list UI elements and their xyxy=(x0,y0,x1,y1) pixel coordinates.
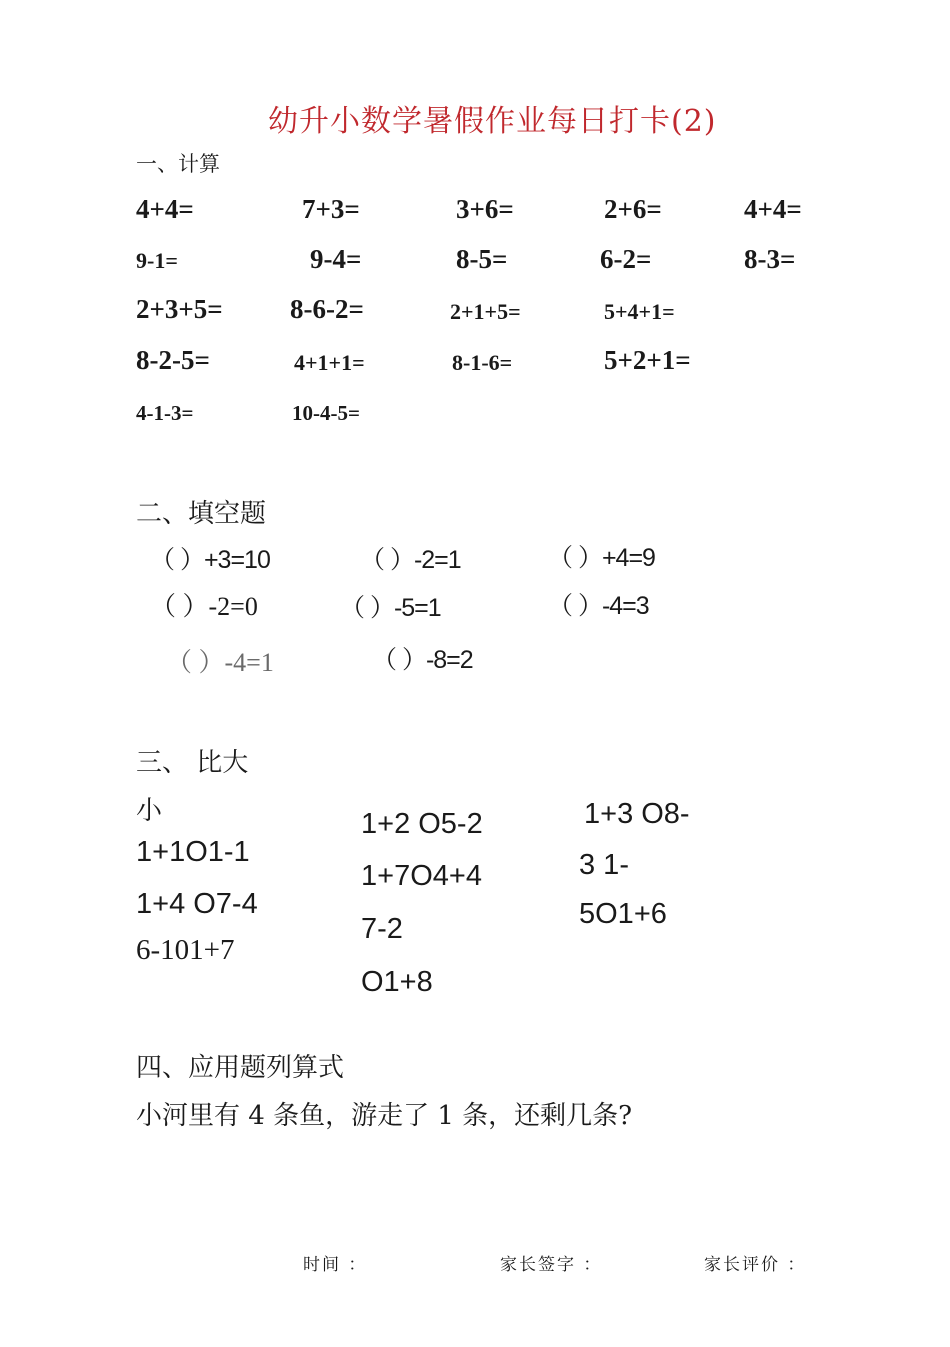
calc-item: 3+6= xyxy=(456,194,514,224)
section3-heading-cont: 小 xyxy=(136,796,163,826)
calc-item: 9-1= xyxy=(136,248,178,273)
calc-item: 4-1-3= xyxy=(136,401,194,425)
compare-item: 3 1- xyxy=(579,849,629,881)
fill-blank-item: （ ）-2=0 xyxy=(150,592,258,621)
calc-item: 2+3+5= xyxy=(136,294,223,324)
calc-item: 8-5= xyxy=(456,244,508,274)
calc-item: 2+1+5= xyxy=(450,299,521,324)
footer-evaluation: 家长评价 ： xyxy=(704,1255,807,1275)
section2-heading: 二、填空题 xyxy=(136,499,267,529)
calc-item: 8-2-5= xyxy=(136,345,210,375)
compare-item: 6-101+7 xyxy=(136,934,235,966)
footer-signature: 家长签字 ： xyxy=(500,1255,603,1275)
compare-item: 1+2 O5-2 xyxy=(361,808,483,840)
calc-item: 9-4= xyxy=(310,244,362,274)
compare-item: 1+7O4+4 xyxy=(361,860,482,892)
calc-item: 10-4-5= xyxy=(292,401,360,425)
compare-item: 1+3 O8- xyxy=(584,798,690,830)
compare-item: 1+1O1-1 xyxy=(136,836,250,868)
calc-item: 4+4= xyxy=(744,194,802,224)
compare-item: 1+4 O7-4 xyxy=(136,888,258,920)
calc-item: 5+4+1= xyxy=(604,299,675,324)
calc-item: 2+6= xyxy=(604,194,662,224)
calc-item: 6-2= xyxy=(600,244,652,274)
calc-item: 8-6-2= xyxy=(290,294,364,324)
fill-blank-item: （ ）+4=9 xyxy=(548,544,655,572)
calc-item: 8-1-6= xyxy=(452,350,513,375)
footer-time: 时间 ： xyxy=(303,1255,368,1275)
section1-heading: 一、计算 xyxy=(136,152,220,176)
page-title: 幼升小数学暑假作业每日打卡(2) xyxy=(268,104,717,139)
fill-blank-item: （ ）-4=3 xyxy=(548,592,649,620)
calc-item: 5+2+1= xyxy=(604,345,691,375)
compare-item: O1+8 xyxy=(361,966,433,998)
calc-item: 4+1+1= xyxy=(294,350,365,375)
word-problem: 小河里有 4 条鱼，游走了 1 条，还剩几条? xyxy=(136,1101,633,1131)
calc-item: 7+3= xyxy=(302,194,360,224)
section3-heading: 三、 比大 xyxy=(136,748,249,778)
calc-item: 8-3= xyxy=(744,244,796,274)
section4-heading: 四、应用题列算式 xyxy=(136,1053,345,1083)
fill-blank-item: （ ）-8=2 xyxy=(372,646,473,674)
fill-blank-item: （ ）-5=1 xyxy=(340,594,441,622)
compare-item: 7-2 xyxy=(361,913,403,945)
fill-blank-item: （ ）+3=10 xyxy=(150,546,270,574)
compare-item: 5O1+6 xyxy=(579,898,667,930)
fill-blank-item: （ ）-4=1 xyxy=(166,648,274,677)
calc-item: 4+4= xyxy=(136,194,194,224)
fill-blank-item: （ ）-2=1 xyxy=(360,546,461,574)
